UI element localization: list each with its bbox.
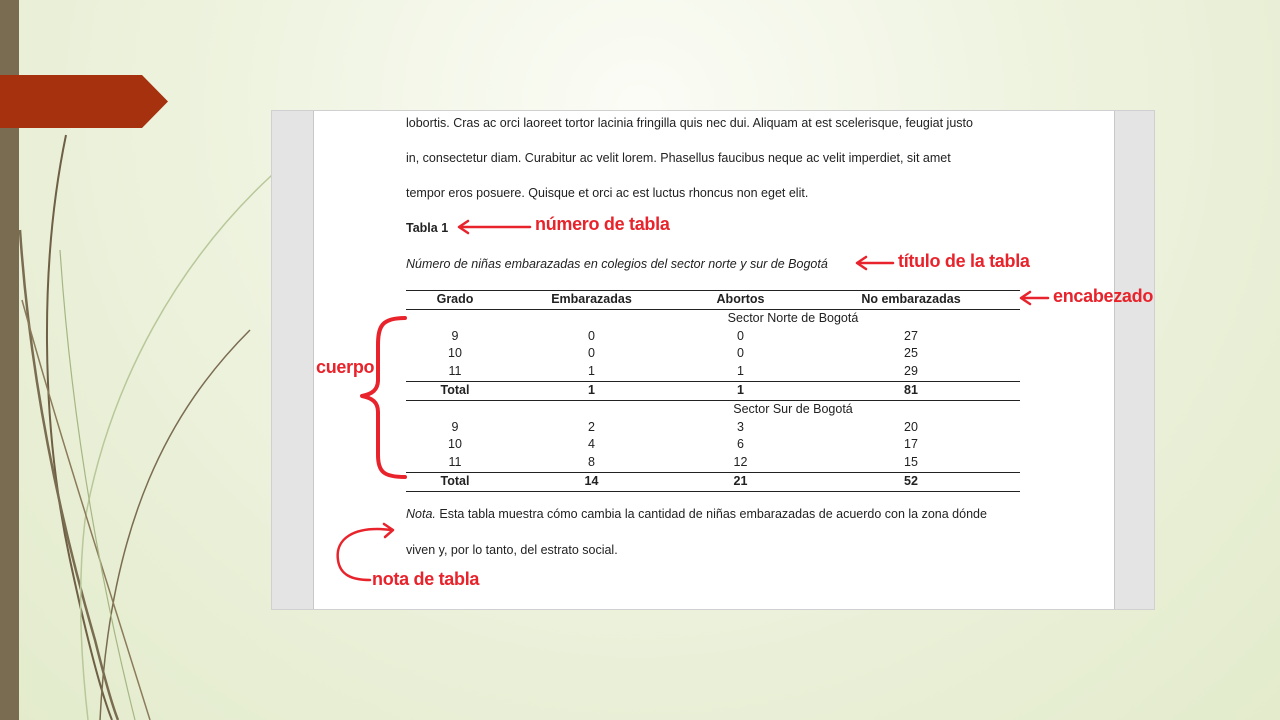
table-header-row: [406, 291, 1020, 310]
table-cell: 0: [737, 328, 744, 343]
table-title: Número de niñas embarazadas en colegios del sector norte y sur de Bogotá: [406, 257, 828, 271]
table-note-line-1: [406, 507, 987, 521]
table-cell: 8: [588, 455, 595, 470]
total-row: [406, 381, 1020, 400]
paragraph-line-1: lobortis. Cras ac orci laoreet tortor lacinia fringilla quis nec dui. Aliquam at est scelerisque, feugiat justo: [406, 116, 973, 130]
table-cell: 10: [448, 346, 462, 361]
table-cell: 0: [737, 346, 744, 361]
table-cell: Total: [406, 472, 504, 491]
table-cell: 9: [451, 328, 459, 343]
header-cell: Embarazadas: [551, 292, 632, 306]
table-cell: 12: [733, 455, 748, 470]
table-cell: 52: [802, 472, 1020, 491]
table-cell: 21: [679, 472, 802, 491]
table-cell: 27: [904, 328, 918, 343]
table-cell: 0: [588, 346, 595, 361]
section-row: [406, 309, 1020, 327]
annotation-body: cuerpo: [316, 357, 375, 377]
table-number: Tabla 1: [406, 221, 449, 235]
table-row: [406, 328, 1020, 346]
annotation-table-title: título de la tabla: [898, 251, 1030, 271]
decorative-grass-strokes: [0, 0, 300, 720]
table-row: [406, 345, 1020, 363]
table-cell: 11: [448, 364, 462, 379]
table-row: [406, 419, 1020, 437]
table-note-line-2: viven y, por lo tanto, del estrato social.: [406, 543, 618, 557]
table-cell: 29: [904, 364, 918, 379]
annotation-header: encabezado: [1053, 286, 1154, 306]
table-row: [406, 436, 1020, 454]
note-text: Esta tabla muestra cómo cambia la cantidad de niñas embarazadas de acuerdo con la zona dónde: [435, 507, 987, 521]
table-cell: 1: [737, 364, 744, 379]
note-label: Nota.: [406, 507, 436, 521]
table-cell: 1: [504, 381, 679, 400]
table-cell: 0: [588, 328, 595, 343]
header-cell: Abortos: [716, 292, 765, 306]
header-cell: Grado: [436, 292, 474, 306]
annotation-table-number: número de tabla: [535, 214, 670, 234]
table-cell: 20: [904, 419, 918, 434]
section-label: Sector Norte de Bogotá: [727, 310, 859, 325]
table-cell: 25: [904, 346, 918, 361]
table-cell: 10: [448, 437, 462, 452]
table-cell: 3: [737, 419, 744, 434]
table-cell: 1: [679, 381, 802, 400]
table-cell: Total: [406, 381, 504, 400]
table-cell: 81: [802, 381, 1020, 400]
table-row: [406, 454, 1020, 472]
annotation-note: nota de tabla: [372, 569, 480, 589]
paragraph-line-2: in, consectetur diam. Curabitur ac velit lorem. Phasellus faucibus neque ac velit imperdiet, sit amet: [406, 151, 951, 165]
section-row: [406, 400, 1020, 418]
table-cell: 6: [737, 437, 744, 452]
paragraph-line-3: tempor eros posuere. Quisque et orci ac est luctus rhoncus non eget elit.: [406, 186, 809, 200]
table-cell: 1: [588, 364, 595, 379]
section-label: Sector Sur de Bogotá: [733, 401, 853, 416]
header-cell: No embarazadas: [861, 292, 961, 306]
table-cell: 2: [588, 419, 595, 434]
table-row: [406, 363, 1020, 381]
total-row: [406, 472, 1020, 491]
table-cell: 11: [448, 455, 462, 470]
table-cell: 15: [904, 455, 918, 470]
table-cell: 14: [504, 472, 679, 491]
data-table: [406, 290, 1020, 492]
table-cell: 17: [904, 437, 918, 452]
table-cell: 9: [451, 419, 459, 434]
table-cell: 4: [588, 437, 595, 452]
